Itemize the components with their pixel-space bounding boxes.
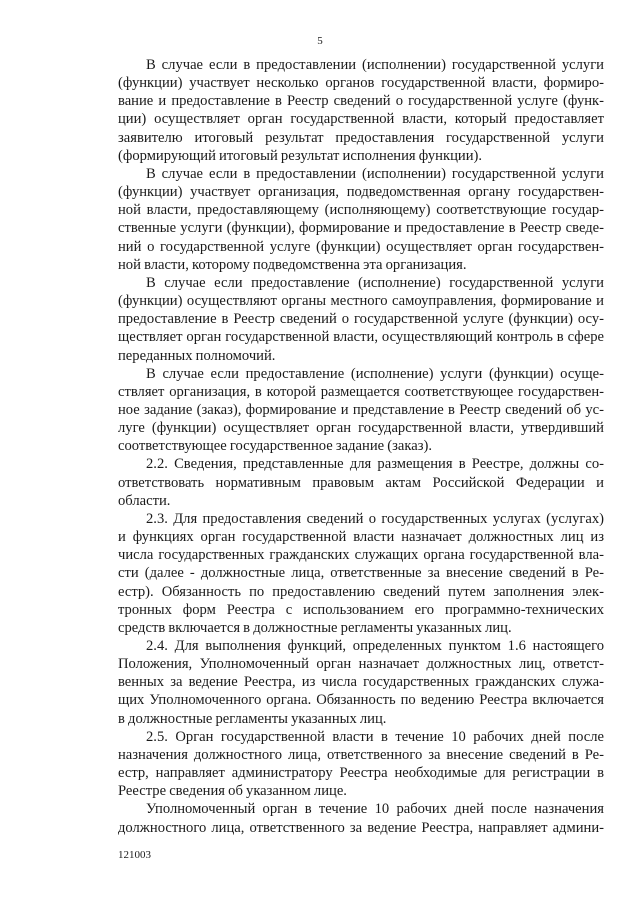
- text-line: Уполномоченный орган в течение 10 рабочих дней после назначения: [146, 801, 604, 818]
- text-line: предоставление в Реестр сведений о государственной услуге (функции) осу-: [118, 311, 604, 328]
- text-line: луге (функции) осуществляет орган государственной власти, утвердивший: [118, 420, 604, 437]
- text-line: соответствующее государственное задание (заказ).: [118, 438, 432, 455]
- paragraph: [118, 365, 604, 456]
- paragraph: [118, 510, 604, 637]
- footer-document-code: 121003: [118, 849, 151, 861]
- text-line: ной власти, которому подведомственна эта организация.: [118, 256, 467, 273]
- text-line: ной власти, предоставляющему (исполняющему) соответствующие государ-: [118, 202, 604, 219]
- text-line: ответствовать нормативным правовым актам Российской Федерации и: [118, 474, 604, 491]
- paragraph: [118, 56, 604, 165]
- text-line: тронных форм Реестра с использованием его программно-технических: [118, 601, 604, 618]
- text-line: В случае если в предоставлении (исполнении) государственной услуги: [146, 57, 604, 73]
- text-line: должностного лица, ответственного за ведение Реестра, направляет админи-: [118, 819, 604, 836]
- paragraph: [118, 274, 604, 365]
- text-line: назначения должностного лица, ответственного за внесение сведений в Ре-: [118, 746, 604, 763]
- text-line: щих Уполномоченного органа. Обязанность по ведению Реестра включается: [118, 692, 604, 709]
- paragraph: [118, 728, 604, 801]
- document-body: [118, 56, 604, 837]
- text-line: ний о государственной услуге (функции) осуществляет орган государствен-: [118, 238, 604, 255]
- text-line: Положения, Уполномоченный орган назначает должностных лиц, ответст-: [118, 656, 604, 673]
- paragraph: [118, 165, 604, 274]
- text-line: 2.2. Сведения, представленные для размещения в Реестре, должны со-: [146, 456, 604, 473]
- text-line: 2.5. Орган государственной власти в течение 10 рабочих дней после: [146, 728, 604, 745]
- text-line: В случае если предоставление (исполнение) государственной услуги: [146, 274, 604, 291]
- text-line: (функции) участвует организация, подведомственная органу государствен-: [118, 184, 604, 201]
- text-line: 2.4. Для выполнения функций, определенных пунктом 1.6 настоящего: [146, 638, 604, 654]
- text-line: венных за ведение Реестра, из числа государственных гражданских служа-: [118, 674, 604, 691]
- text-line: сти (далее - должностные лица, ответственные за внесение сведений в Ре-: [118, 565, 604, 582]
- text-line: заявителю итоговый результат предоставления государственной услуги: [118, 129, 604, 146]
- text-line: в должностные регламенты указанных лиц.: [118, 710, 387, 727]
- text-line: ствляет организация, в которой размещается соответствующее государствен-: [118, 383, 604, 400]
- text-line: В случае если предоставление (исполнение) услуги (функции) осуще-: [146, 365, 604, 382]
- text-line: (формирующий итоговый результат исполнения функции).: [118, 147, 483, 164]
- text-line: (функции) осуществляют органы местного самоуправления, формирование и: [118, 293, 604, 310]
- text-line: ществляет орган государственной власти, осуществляющий контроль в сфере: [118, 329, 604, 346]
- text-line: вание и предоставление в Реестр сведений о государственной услуге (функ-: [118, 93, 604, 110]
- text-line: В случае если в предоставлении (исполнении) государственной услуги: [146, 165, 604, 182]
- text-line: Реестре сведения об указанном лице.: [118, 783, 347, 800]
- text-line: переданных полномочий.: [118, 347, 276, 364]
- text-line: ции) осуществляет орган государственной власти, который предоставляет: [118, 111, 604, 128]
- text-line: области.: [118, 492, 171, 509]
- text-line: естр, направляет администратору Реестра необходимые для регистрации в: [118, 765, 604, 782]
- text-line: ное задание (заказ), формирование и представление в Реестр сведений об ус-: [118, 401, 604, 418]
- text-line: (функции) участвует несколько органов государственной власти, формиро-: [118, 75, 604, 92]
- paragraph: [118, 455, 604, 509]
- page-number: 5: [317, 35, 323, 47]
- text-line: 2.3. Для предоставления сведений о государственных услугах (услугах): [146, 510, 604, 527]
- text-line: средств включается в должностные регламенты указанных лиц.: [118, 619, 512, 636]
- paragraph: [118, 800, 604, 836]
- text-line: и функциях орган государственной власти назначает должностных лиц из: [118, 529, 604, 546]
- text-line: числа государственных гражданских служащих органа государственной вла-: [118, 547, 604, 564]
- text-line: естр). Обязанность по предоставлению сведений путем заполнения элек-: [118, 583, 604, 600]
- text-line: ственные услуги (функции), формирование и предоставление в Реестр сведе-: [118, 220, 604, 237]
- paragraph: [118, 637, 604, 728]
